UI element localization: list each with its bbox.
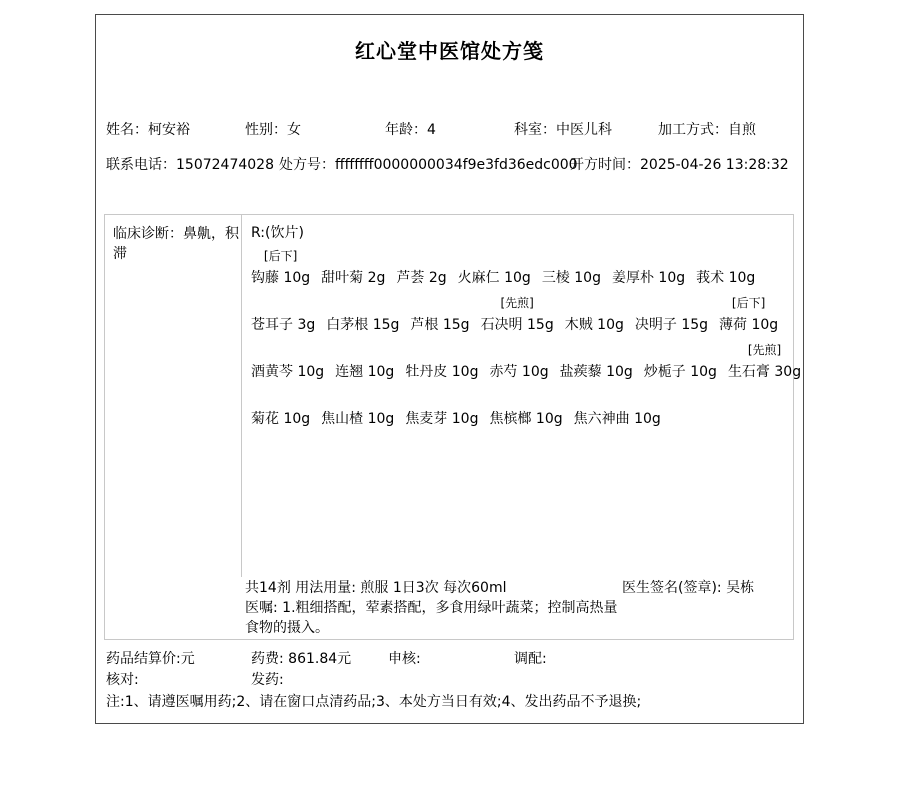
decoction-tag [251,294,315,313]
herb-name-qty: 三棱 10g [541,270,601,286]
herb-item [489,341,548,384]
audit-label: 申核: [388,651,421,667]
herb-item [251,341,324,384]
prescription-number-value: ffffffff0000000034f9e3fd36edc000 [335,157,578,173]
herb-item [396,247,446,290]
herb-name-qty: 牡丹皮 10g [405,364,479,380]
rx-footer [245,578,787,638]
herb-item [326,294,399,337]
phone-value: 15072474028 [176,157,274,173]
settlement-price-label: 药品结算价: [106,651,181,667]
dispense-field [251,669,284,689]
drug-fee-value: 861.84元 [288,651,352,667]
herb-name-qty: 菊花 10g [251,411,311,427]
doctor-signature-value: 吴栋 [726,580,755,596]
gender-field [245,119,301,139]
decoction-tag [321,388,394,407]
herb-item [542,247,601,290]
herb-item [574,388,661,431]
decoction-tag: [后下] [731,296,766,310]
herb-item [335,341,394,384]
herb-item [321,247,385,290]
herb-item [635,294,708,337]
decoction-tag [612,247,685,266]
herb-line [251,247,787,290]
age-value: 4 [427,122,436,138]
herb-name-qty: 炒栀子 10g [643,364,717,380]
gender-label: 性别： [245,122,287,138]
settlement-price-field [106,648,195,668]
herb-name-qty: 苍耳子 3g [251,317,316,333]
doctor-signature [622,578,754,598]
processing-method-value: 自煎 [728,122,756,138]
herb-item [410,294,469,337]
issue-time-value: 2025-04-26 13:28:32 [640,157,789,173]
herb-item [405,388,478,431]
herb-name-qty: 芦荟 2g [396,270,447,286]
dosage-summary: 共14剂 用法用量: 煎服 1日3次 每次60ml [245,580,507,596]
prepare-field [514,648,547,668]
herb-name-qty: 木贼 10g [564,317,624,333]
clinical-diagnosis [105,215,242,577]
herb-item [728,341,801,384]
decoction-tag [251,388,310,407]
drug-fee-label: 药费: [251,651,289,667]
herb-item [565,294,624,337]
clinical-diagnosis-value: 鼻鼽，积滞 [113,226,239,262]
check-field [106,669,139,689]
prescription-number-label: 处方号： [279,157,335,173]
herb-line [251,341,802,384]
herb-name-qty: 决明子 15g [634,317,709,333]
decoction-tag: [后下] [263,249,298,263]
decoction-tag [405,341,478,360]
phone-field [106,154,274,174]
herb-name-qty: 白茅根 15g [326,317,400,333]
decoction-tag [696,247,755,266]
gender-value: 女 [287,122,301,138]
age-field [385,119,436,139]
decoction-tag [489,341,548,360]
herb-item [612,247,685,290]
processing-method-field [658,119,756,139]
herb-item [489,388,562,431]
herb-name-qty: 生石膏 30g [727,364,802,380]
decoction-tag [405,388,478,407]
herb-name-qty: 莪术 10g [696,270,756,286]
herb-item [458,247,531,290]
herb-name-qty: 甜叶菊 2g [321,270,386,286]
settlement-price-value: 元 [180,651,195,667]
herb-item [251,247,310,290]
herb-item [719,294,778,337]
herb-name-qty: 焦山楂 10g [321,411,395,427]
decoction-tag [565,294,624,313]
herb-name-qty: 姜厚朴 10g [611,270,686,286]
herb-name-qty: 酒黄芩 10g [251,364,325,380]
herb-item [251,294,315,337]
decoction-tag [489,388,562,407]
prescription-sheet [95,14,804,724]
drug-fee-field [251,648,351,668]
department-field [514,119,612,139]
check-label: 核对: [106,672,139,688]
clinical-diagnosis-label: 临床诊断： [113,226,183,242]
dispense-label: 发药: [251,672,284,688]
issue-time-field [570,154,789,174]
decoction-tag [635,294,708,313]
rx-area [251,224,802,435]
herb-lines [251,247,802,431]
medical-instructions: 医嘱: 1.粗细搭配，荤素搭配，多食用绿叶蔬菜；控制高热量食物的摄入。 [245,600,618,636]
page-title: 红心堂中医馆处方笺 [355,39,544,63]
herb-name-qty: 芦根 15g [410,317,470,333]
herb-name-qty: 盐蒺藜 10g [559,364,633,380]
prescription-number-field [279,154,578,174]
decoction-tag [321,247,385,266]
patient-name-value: 柯安裕 [148,122,190,138]
notes-line: 注:1、请遵医嘱用药;2、请在窗口点清药品;3、本处方当日有效;4、发出药品不予退换; [106,694,642,710]
issue-time-label: 开方时间： [570,157,640,173]
herb-item [321,388,394,431]
department-value: 中医儿科 [556,122,612,138]
prepare-label: 调配: [514,651,547,667]
herb-item [405,341,478,384]
herb-line [251,294,787,337]
decoction-tag: [先煎] [500,296,534,310]
herb-item [481,294,554,337]
herb-name-qty: 赤芍 10g [489,364,549,380]
patient-name-field [106,119,190,139]
herb-item [560,341,633,384]
herb-item [644,341,717,384]
decoction-tag [458,247,531,266]
usage-row [245,578,787,598]
rx-header: R:(饮片) [251,225,304,241]
age-label: 年龄： [385,122,427,138]
herb-item [251,388,310,431]
decoction-tag: [先煎] [747,343,782,357]
herb-name-qty: 焦槟榔 10g [489,411,563,427]
decoction-tag [251,341,324,360]
decoction-tag [396,247,446,266]
audit-field [388,648,421,668]
decoction-tag [335,341,394,360]
decoction-tag [574,388,661,407]
phone-label: 联系电话： [106,157,176,173]
prescription-body-box [104,214,802,640]
decoction-tag [644,341,717,360]
decoction-tag [326,294,399,313]
herb-name-qty: 薄荷 10g [719,317,779,333]
processing-method-label: 加工方式： [658,122,728,138]
patient-name-label: 姓名： [106,122,148,138]
herb-item [696,247,755,290]
decoction-tag [410,294,469,313]
herb-line [251,388,787,431]
herb-name-qty: 连翘 10g [335,364,395,380]
herb-name-qty: 钩藤 10g [251,270,311,286]
department-label: 科室： [514,122,556,138]
decoction-tag [560,341,633,360]
herb-name-qty: 石决明 15g [480,317,554,333]
herb-name-qty: 焦麦芽 10g [405,411,479,427]
doctor-signature-label: 医生签名(签章): [622,580,727,596]
herb-name-qty: 火麻仁 10g [457,270,531,286]
herb-name-qty: 焦六神曲 10g [573,411,661,427]
decoction-tag [542,247,601,266]
